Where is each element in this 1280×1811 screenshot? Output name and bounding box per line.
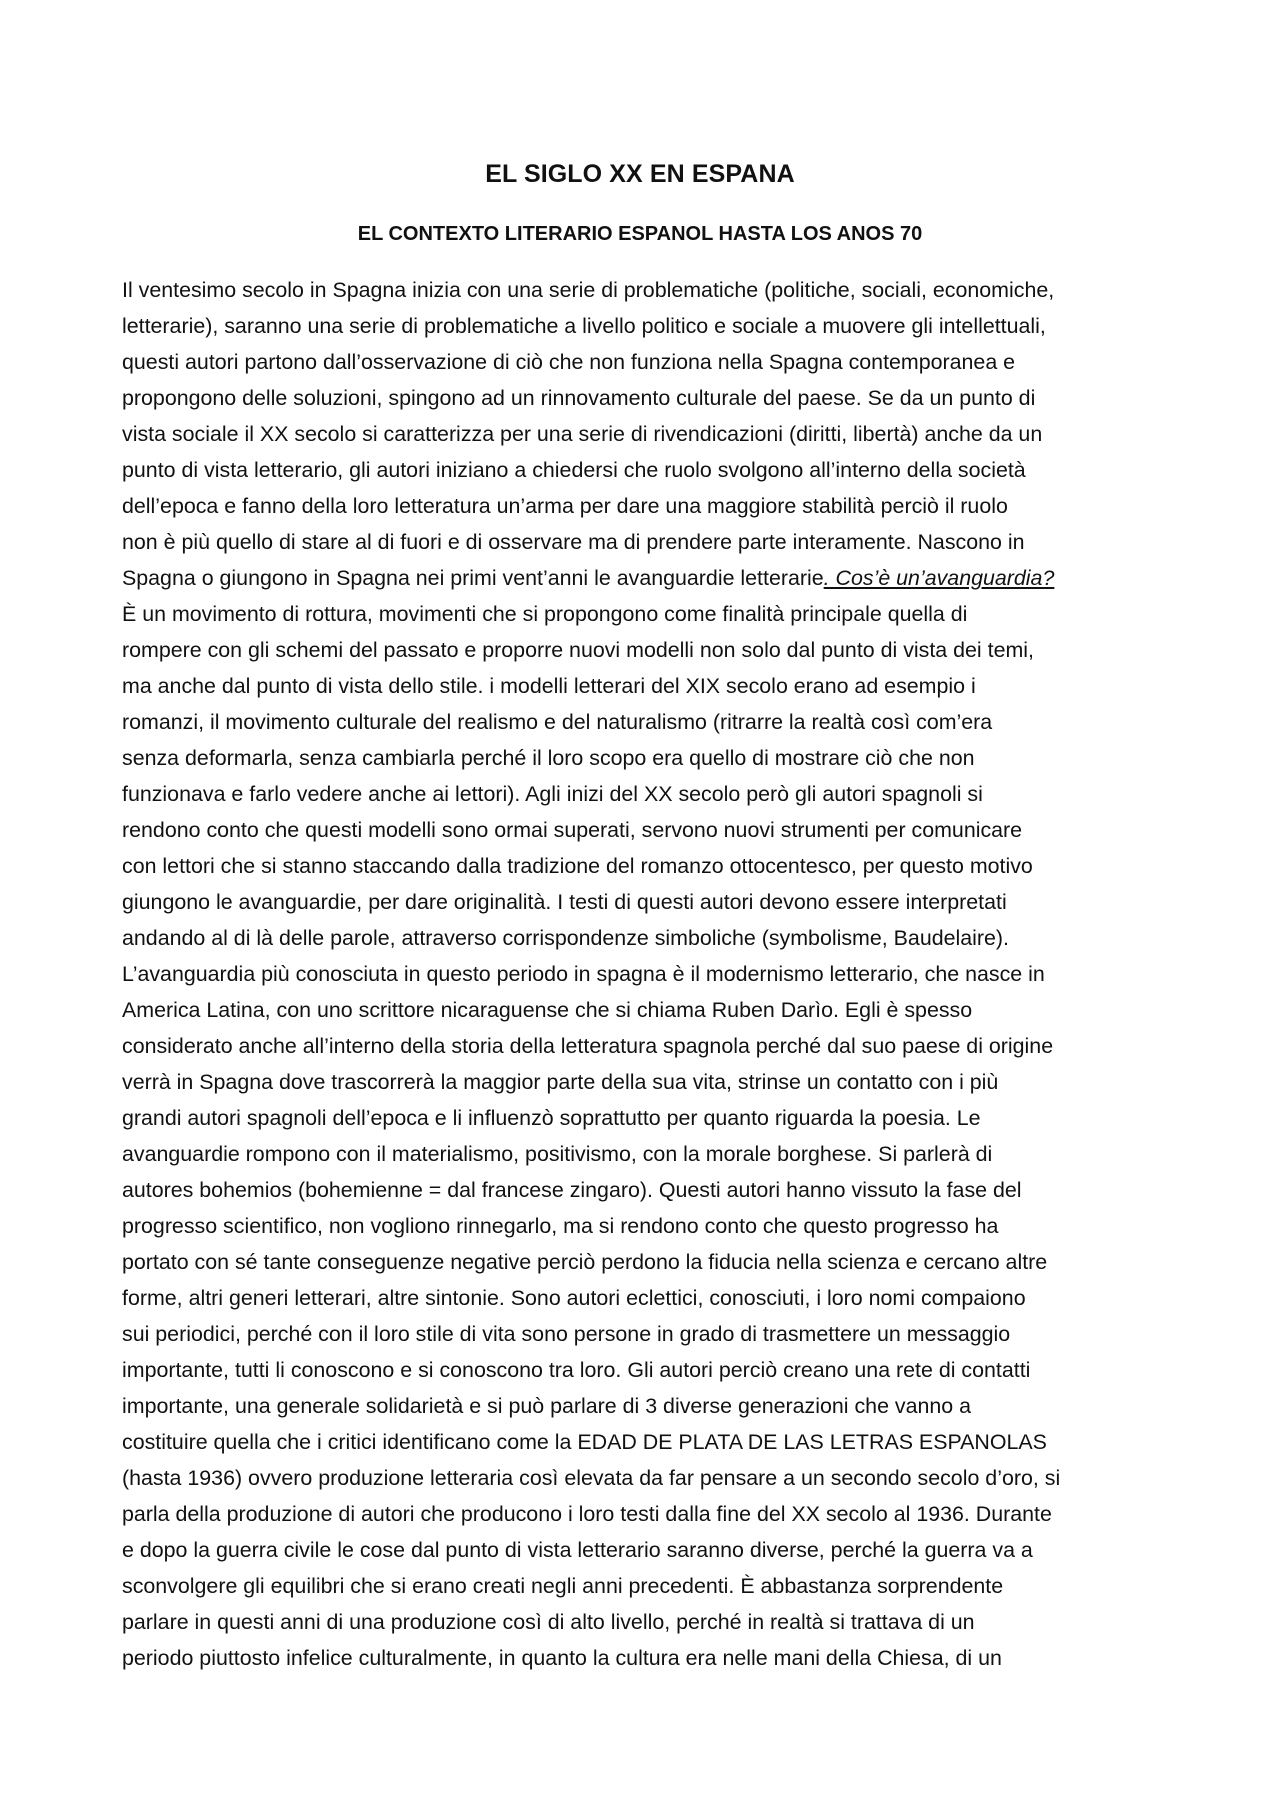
text-line: importante, tutti li conoscono e si conoscono tra loro. Gli autori perciò creano una rete di contatti [122,1358,1031,1382]
text-line: autores bohemios (bohemienne = dal francese zingaro). Questi autori hanno vissuto la fase del [122,1178,1022,1202]
text-line: funzionava e farlo vedere anche ai lettori). Agli inizi del XX secolo però gli autori spagnoli si [122,782,983,806]
text-line: e dopo la guerra civile le cose dal punto di vista letterario saranno diverse, perché la guerra va a [122,1538,1033,1562]
text-line: importante, una generale solidarietà e si può parlare di 3 diverse generazioni che vanno a [122,1394,972,1418]
text-line: con lettori che si stanno staccando dalla tradizione del romanzo ottocentesco, per questo motivo [122,854,1033,878]
text-line: sconvolgere gli equilibri che si erano creati negli anni precedenti. È abbastanza sorprendente [122,1574,1004,1598]
text-line: questi autori partono dall’osservazione di ciò che non funziona nella Spagna contemporanea e [122,350,1016,374]
text-line: sui periodici, perché con il loro stile di vita sono persone in grado di trasmettere un messaggio [122,1322,1011,1346]
text-line: romanzi, il movimento culturale del realismo e del naturalismo (ritrarre la realtà così com’era [122,710,993,734]
text-line: giungono le avanguardie, per dare originalità. I testi di questi autori devono essere interpretati [122,890,1007,914]
text-line: America Latina, con uno scrittore nicaraguense che si chiama Ruben Darìo. Egli è spesso [122,998,973,1022]
text-line: periodo piuttosto infelice culturalmente, in quanto la cultura era nelle mani della Chiesa, di un [122,1646,1002,1670]
text-line: parla della produzione di autori che producono i loro testi dalla fine del XX secolo al 1936. Durante [122,1502,1052,1526]
text-line: costituire quella che i critici identificano come la EDAD DE PLATA DE LAS LETRAS ESPANOLAS [122,1430,1047,1454]
text-line: vista sociale il XX secolo si caratterizza per una serie di rivendicazioni (diritti, libertà) anche da un [122,422,1043,446]
text-line: Il ventesimo secolo in Spagna inizia con una serie di problematiche (politiche, sociali, economiche, [122,278,1055,302]
text-line: rompere con gli schemi del passato e proporre nuovi modelli non solo dal punto di vista dei temi, [122,638,1034,662]
text-line: portato con sé tante conseguenze negative perciò perdono la fiducia nella scienza e cercano altre [122,1250,1048,1274]
text-line: verrà in Spagna dove trascorrerà la maggior parte della sua vita, strinse un contatto con i più [122,1070,999,1094]
text-line: forme, altri generi letterari, altre sintonie. Sono autori eclettici, conosciuti, i loro nomi compaiono [122,1286,1026,1310]
document-title: EL SIGLO XX EN ESPANA [485,160,795,188]
text-line: avanguardie rompono con il materialismo, positivismo, con la morale borghese. Si parlerà di [122,1142,993,1166]
text-line: ma anche dal punto di vista dello stile. i modelli letterari del XIX secolo erano ad esempio i [122,674,976,698]
text-line: propongono delle soluzioni, spingono ad un rinnovamento culturale del paese. Se da un punto di [122,386,1036,410]
text-line [122,560,1162,596]
document-subtitle: EL CONTEXTO LITERARIO ESPANOL HASTA LOS ANOS 70 [357,223,923,245]
text-line: È un movimento di rottura, movimenti che si propongono come finalità principale quella di [122,602,968,626]
text-line: senza deformarla, senza cambiarla perché il loro scopo era quello di mostrare ciò che non [122,746,975,770]
text-line-start: Spagna o giungono in Spagna nei primi vent’anni le avanguardie letterarie [122,566,824,590]
text-line: progresso scientifico, non vogliono rinnegarlo, ma si rendono conto che questo progresso ha [122,1214,999,1238]
text-line: rendono conto che questi modelli sono ormai superati, servono nuovi strumenti per comunicare [122,818,1023,842]
text-line: dell’epoca e fanno della loro letteratura un’arma per dare una maggiore stabilità perciò il ruolo [122,494,1008,518]
text-line: L’avanguardia più conosciuta in questo periodo in spagna è il modernismo letterario, che nasce in [122,962,1045,986]
emphasized-question: . Cos’è un’avanguardia? [823,566,1055,590]
text-line: punto di vista letterario, gli autori iniziano a chiedersi che ruolo svolgono all’interno della società [122,458,1026,482]
text-line: andando al di là delle parole, attraverso corrispondenze simboliche (symbolisme, Baudelaire). [122,926,1009,950]
body-paragraph [122,272,1162,1676]
text-line: non è più quello di stare al di fuori e di osservare ma di prendere parte interamente. Nascono in [122,530,1025,554]
text-line: (hasta 1936) ovvero produzione letteraria così elevata da far pensare a un secondo secolo d’oro, si [122,1466,1061,1490]
text-line: letterarie), saranno una serie di problematiche a livello politico e sociale a muovere gli intellettuali, [122,314,1046,338]
text-line: grandi autori spagnoli dell’epoca e li influenzò soprattutto per quanto riguarda la poesia. Le [122,1106,981,1130]
text-line: considerato anche all’interno della storia della letteratura spagnola perché dal suo paese di origine [122,1034,1054,1058]
text-line: parlare in questi anni di una produzione così di alto livello, perché in realtà si trattava di un [122,1610,975,1634]
